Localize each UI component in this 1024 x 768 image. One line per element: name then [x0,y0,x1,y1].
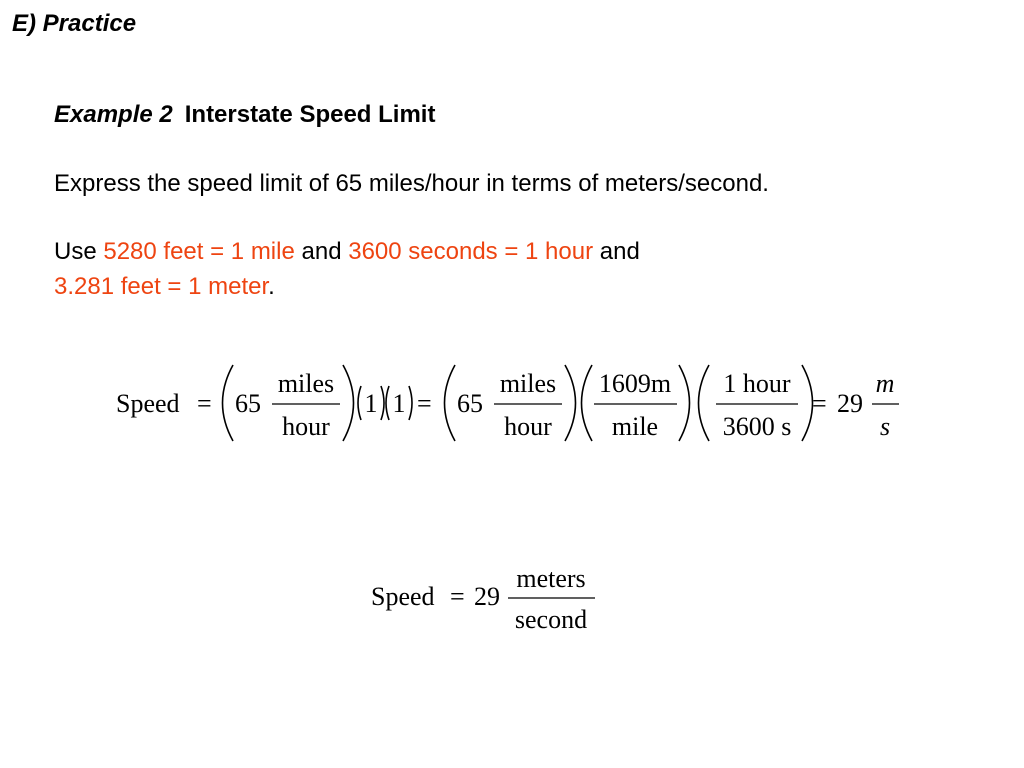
number-65: 65 [235,389,261,418]
unit-numerator: m [875,369,895,398]
fraction-denominator: 3600 s [722,412,792,441]
and-word-1: and [294,238,349,265]
fraction-denominator: hour [504,412,552,441]
example-label: Example 2 [54,101,173,128]
fraction-numerator: 1 hour [723,369,791,398]
unit-denominator: s [879,412,891,441]
period: . [268,273,275,300]
result-number: 29 [837,389,863,418]
number-one: 1 [364,389,378,418]
section-heading: E) Practice [12,10,137,37]
example-name: Interstate Speed Limit [184,101,436,128]
fraction-numerator: miles [277,369,335,398]
fraction-denominator: hour [282,412,330,441]
fraction-numerator: 1609m [598,369,672,398]
equals-sign: = [197,389,212,418]
conversion-seconds-hour: 3600 seconds = 1 hour [348,238,594,265]
equals-sign: = [812,389,827,418]
speed-label: Speed [371,582,435,611]
unit-numerator: meters [516,564,586,593]
equals-sign: = [417,389,432,418]
fraction-denominator: mile [611,412,659,441]
speed-label: Speed [116,389,180,418]
equals-sign: = [450,582,465,611]
fraction-numerator: miles [499,369,557,398]
conversion-feet-meter: 3.281 feet = 1 meter [54,273,269,300]
problem-statement: Express the speed limit of 65 miles/hour in terms of meters/second. [54,170,769,197]
result-number: 29 [474,582,500,611]
number-one: 1 [392,389,406,418]
use-word: Use [54,238,104,265]
and-word-2: and [593,238,640,265]
unit-denominator: second [514,605,588,634]
number-65: 65 [457,389,483,418]
conversion-feet-mile: 5280 feet = 1 mile [103,238,295,265]
